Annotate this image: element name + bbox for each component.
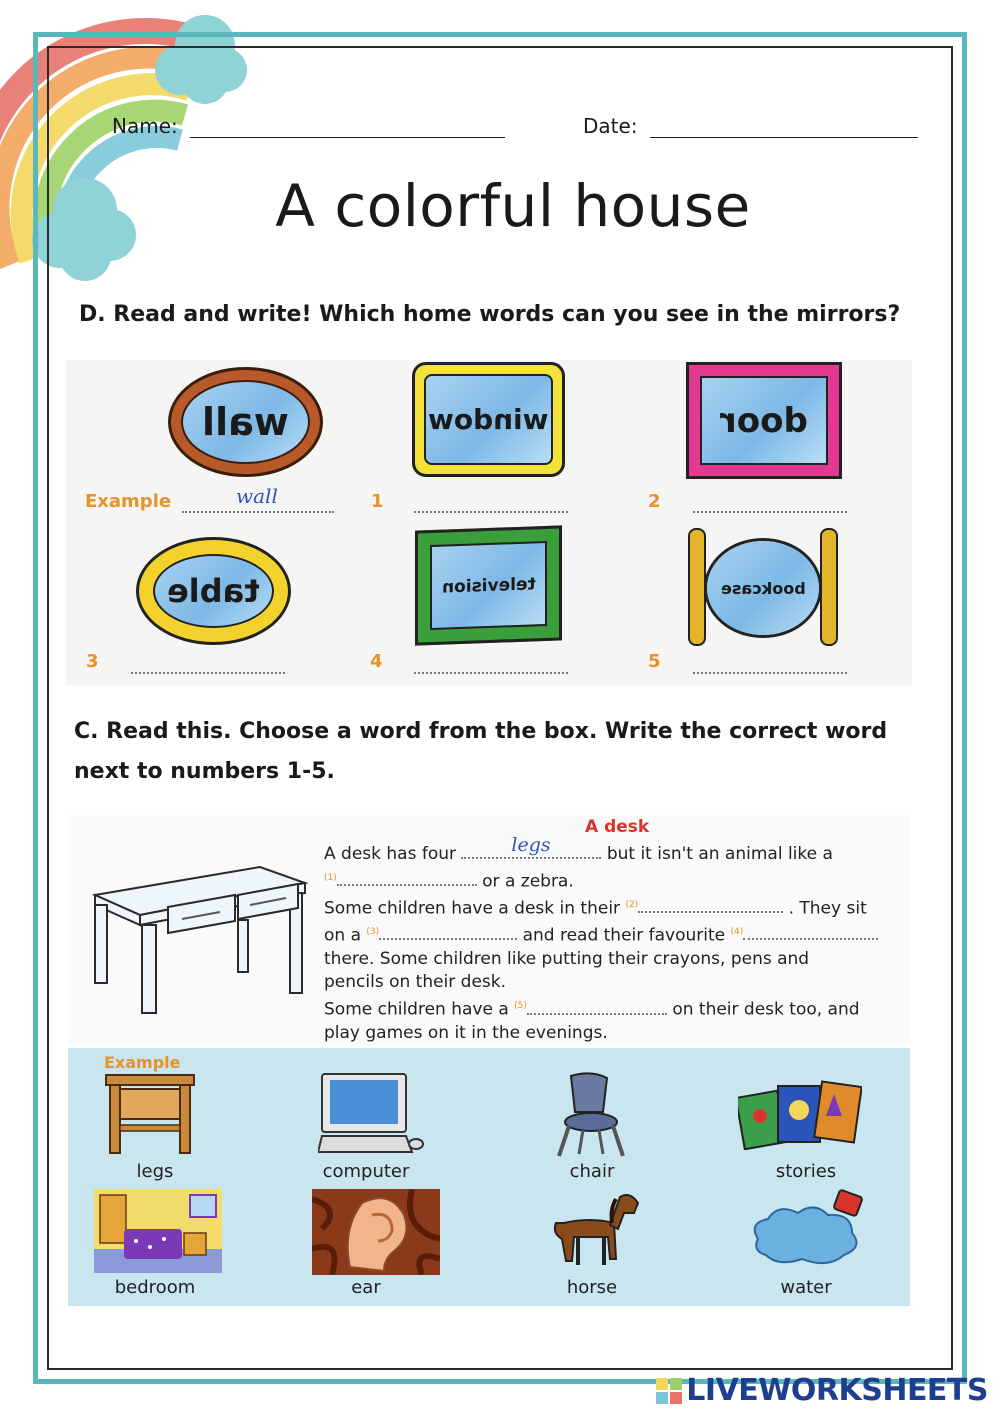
ear-picture [312,1189,440,1275]
number-5: 5 [648,651,661,672]
example-answer: wall [236,484,278,508]
date-label: Date: [583,114,638,138]
answer-input-5[interactable] [693,658,847,674]
word-chair: chair [569,1161,615,1182]
number-3: 3 [86,651,99,672]
word-horse: horse [566,1277,618,1298]
legs-picture [104,1073,196,1155]
desk-illustration [90,865,315,1015]
liveworksheets-logo-text: LIVEWORKSHEETS [686,1373,988,1408]
passage-example-line [461,834,601,859]
answer-input-1[interactable] [414,497,568,513]
word-computer: computer [322,1161,410,1182]
word-ear: ear [351,1277,381,1298]
section-d-heading: D. Read and write! Which home words can you see in the mirrors? [79,302,901,327]
desk-passage: A desk has four legs but it isn't an animal like a $^{(1)}$ or a zebra. Some children have a desk in their $^{(2)}$ . They sit on a $^{(3)}$ and read their favourite $^{(4)}$ there. Some children like putting their crayons, pens and pencils on their desk. Some children have a $^{(5)}$ on their desk too, and play games on it in the evenings. [324,843,914,1046]
passage-input-2[interactable] [638,897,783,913]
passage-input-4[interactable] [743,924,878,940]
date-field[interactable] [583,114,918,138]
word-legs: legs [136,1161,174,1182]
passage-input-3[interactable] [379,924,517,940]
date-input-line[interactable] [650,117,918,138]
number-1: 1 [371,491,384,512]
bedroom-picture [94,1189,222,1273]
computer-picture [318,1072,424,1156]
chair-picture [555,1072,627,1158]
name-label: Name: [112,114,178,138]
example-label: Example [85,491,172,512]
number-4: 4 [370,651,383,672]
word-box-example-label: Example [104,1053,181,1072]
mirror-window: window [412,362,565,477]
name-field[interactable] [112,114,505,138]
stories-picture [738,1080,862,1150]
passage-input-5[interactable] [527,999,667,1015]
section-c-heading-line2: next to numbers 1-5. [74,759,335,784]
passage-example-answer: legs [511,834,551,856]
word-water: water [780,1277,832,1298]
word-stories: stories [775,1161,837,1182]
mirror-door: door [686,362,842,479]
water-picture [748,1189,868,1271]
liveworksheets-logo-icon [656,1378,682,1404]
answer-input-3[interactable] [131,658,285,674]
mirror-television: television [415,525,562,645]
name-input-line[interactable] [190,117,505,138]
page-title: A colorful house [275,172,751,240]
liveworksheets-logo [656,1373,988,1408]
answer-input-2[interactable] [693,497,847,513]
mirror-wall: wall [168,367,323,477]
number-2: 2 [648,491,661,512]
mirror-table: table [136,537,291,645]
passage-title: A desk [585,817,650,837]
passage-input-1[interactable] [337,870,477,886]
horse-picture [550,1189,642,1273]
section-c-heading-line1: C. Read this. Choose a word from the box. Write the correct word [74,719,888,744]
mirror-bookcase: bookcase [688,528,838,646]
answer-input-4[interactable] [414,658,568,674]
word-bedroom: bedroom [114,1277,196,1298]
